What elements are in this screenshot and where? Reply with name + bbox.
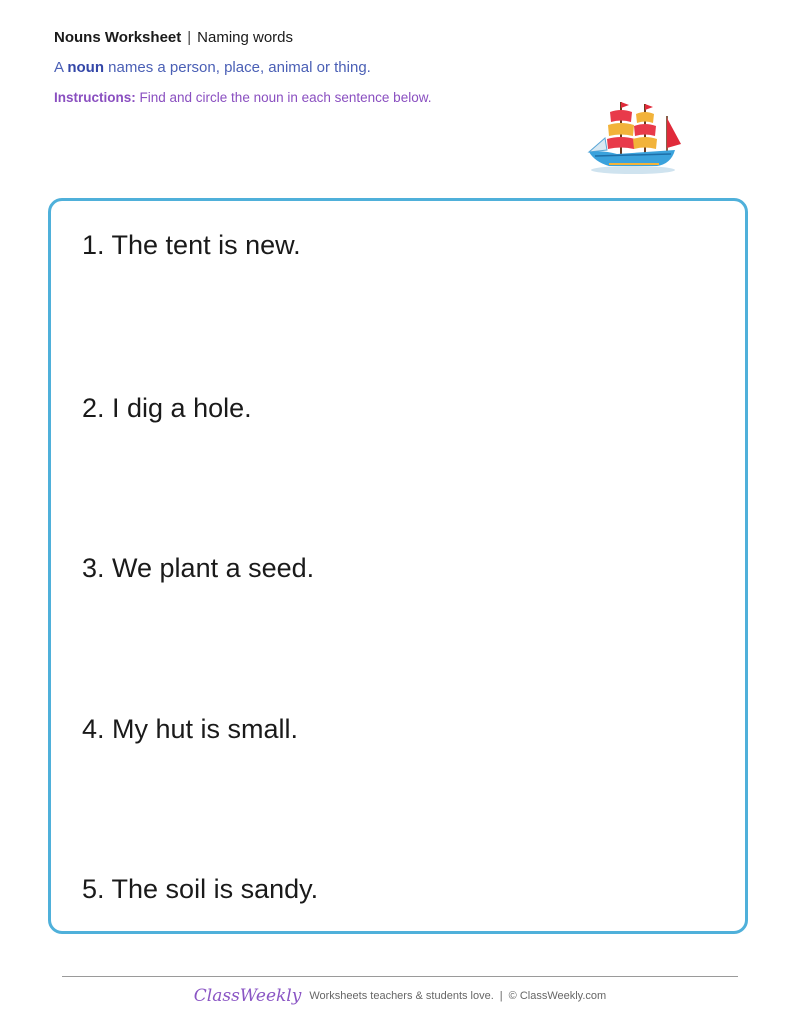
sailing-ship-icon [583,98,685,178]
footer-divider: | [499,990,503,1002]
footer-divider-line [62,976,738,977]
worksheet-title: Nouns Worksheet [54,29,182,46]
worksheet-subtitle: Naming words [197,29,294,46]
instructions-text: Find and circle the noun in each sentence below. [135,90,432,105]
sentence-2[interactable]: 2. I dig a hole. [82,393,252,423]
sentence-1[interactable]: 1. The tent is new. [82,230,301,260]
sentence-4[interactable]: 4. My hut is small. [82,714,299,744]
footer-copyright[interactable]: © ClassWeekly.com [508,990,607,1002]
instructions [54,90,431,105]
instructions-label: Instructions: [54,90,136,105]
sentence-3[interactable]: 3. We plant a seed. [82,553,315,583]
definition-noun-word: noun [67,59,105,76]
classweekly-logo: ClassWeekly [193,986,302,1006]
definition-prefix: A [54,59,68,76]
worksheet-header [54,28,431,105]
footer-tagline: Worksheets teachers & students love. [309,990,494,1002]
definition-suffix: names a person, place, animal or thing. [104,59,371,76]
page-footer [0,986,800,1006]
title-row [54,28,431,48]
title-separator: | [187,29,192,46]
sentence-5[interactable]: 5. The soil is sandy. [82,874,319,904]
noun-definition [54,59,431,76]
